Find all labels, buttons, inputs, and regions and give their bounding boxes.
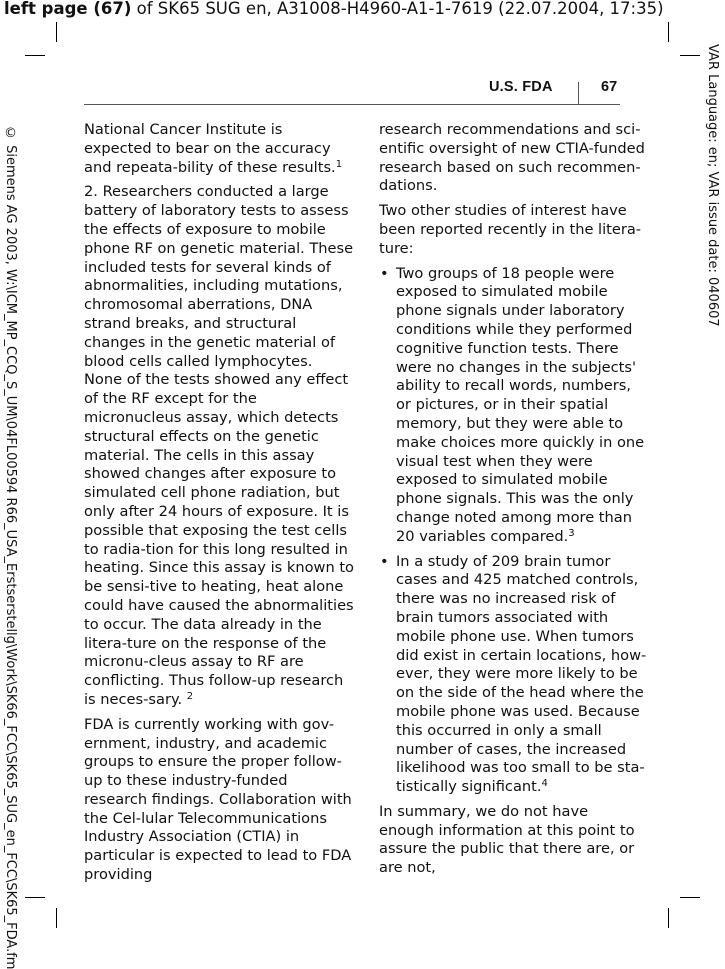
var-language-note: VAR Language: en; VAR issue date: 040607 [705, 44, 720, 327]
crop-mark [56, 908, 57, 928]
paragraph: Two other studies of interest have been reported recently in the litera-ture: [379, 202, 642, 257]
slug-rest: of SK65 SUG en, A31008-H4960-A1-1-7619 (22.07.2004, 17:35) [131, 0, 664, 18]
crop-mark [668, 908, 669, 928]
footnote-ref: 4 [541, 778, 548, 790]
crop-mark [668, 22, 669, 42]
file-path-note: © Siemens AG 2003, W:\ICM_MP_CCQ_S_UM\04FL00594 R66_USA_Erstserstellg\Work\SK66_FCC\SK65_SUG_en_FCC\SK65_FDA.fm [3, 126, 18, 969]
running-header-title: U.S. FDA [489, 79, 553, 95]
bullet-icon: • [380, 264, 389, 282]
slug-line [4, 0, 664, 20]
footnote-ref: 3 [568, 527, 575, 539]
crop-mark [680, 897, 700, 898]
footnote-ref: 2 [186, 690, 194, 702]
paragraph: In summary, we do not have enough information at this point to assure the public that there are, or are not, [379, 802, 635, 877]
right-column [379, 121, 647, 884]
page-number: 67 [601, 79, 618, 95]
paragraph: FDA is currently working with gov-ernment, industry, and academic groups to ensure the proper follow-up to these industry-funded research findings. Collaboration with the Cel-lular Telecommunications Industry Association (CTIA) in particular is expected to lead to FDA providing [84, 715, 352, 884]
bullet-icon: • [380, 552, 389, 570]
bullet-list [379, 265, 647, 797]
slug-bold: left page (67) [4, 0, 132, 18]
crop-mark [25, 897, 45, 898]
crop-mark [25, 55, 45, 56]
footnote-ref: 1 [335, 158, 343, 170]
header-rule [84, 104, 620, 105]
left-column [84, 121, 354, 891]
crop-mark [56, 22, 57, 42]
paragraph: 2. Researchers conducted a large battery of laboratory tests to assess the effects of exposure to mobile phone RF on genetic material. These included tests for several kinds of abnormalities, including mutations, chromosomal aberrations, DNA strand breaks, and structural changes in the genetic material of blood cells called lymphocytes. None of the tests showed any effect of the RF except for the micronucleus assay, which detects structural effects on the genetic material. The cells in this assay showed changes after exposure to simulated cell phone radiation, but only after 24 hours of exposure. It is possible that exposing the test cells to radia-tion for this long resulted in heating. Since this assay is known to be sensi-tive to heating, heat alone could have caused the abnormalities to occur. The data already in the litera-ture on the response of the micronu-cleus assay to RF are conflicting. Thus follow-up research is neces-sary. $^2$ [84, 183, 354, 708]
crop-mark [680, 55, 700, 56]
header-divider [578, 82, 579, 104]
list-item: • In a study of 209 brain tumor cases and 425 matched controls, there was no increased risk of brain tumors associated with mobile phone use. When tumors did exist in certain locations, how-ever, they were more likely to be on the side of the head where the mobile phone was used. Because this occurred in only a small number of cases, the increased likelihood was too small to be sta-tistically significant.$^4$ [380, 552, 647, 796]
paragraph: research recommendations and sci-entific oversight of new CTIA-funded research based on such recommen-dations. [379, 121, 645, 195]
paragraph: National Cancer Institute is expected to bear on the accuracy and repeata-bility of these results.$^1$ [84, 121, 343, 176]
list-item: • Two groups of 18 people were exposed to simulated mobile phone signals under laboratory conditions while they performed cognitive function tests. There were no changes in the subjects' ability to recall words, numbers, or pictures, or in their spatial memory, but they were able to make choices more quickly in one visual test when they were exposed to simulated mobile phone signals. This was the only change noted among more than 20 variables compared.$^3$ [380, 264, 645, 545]
